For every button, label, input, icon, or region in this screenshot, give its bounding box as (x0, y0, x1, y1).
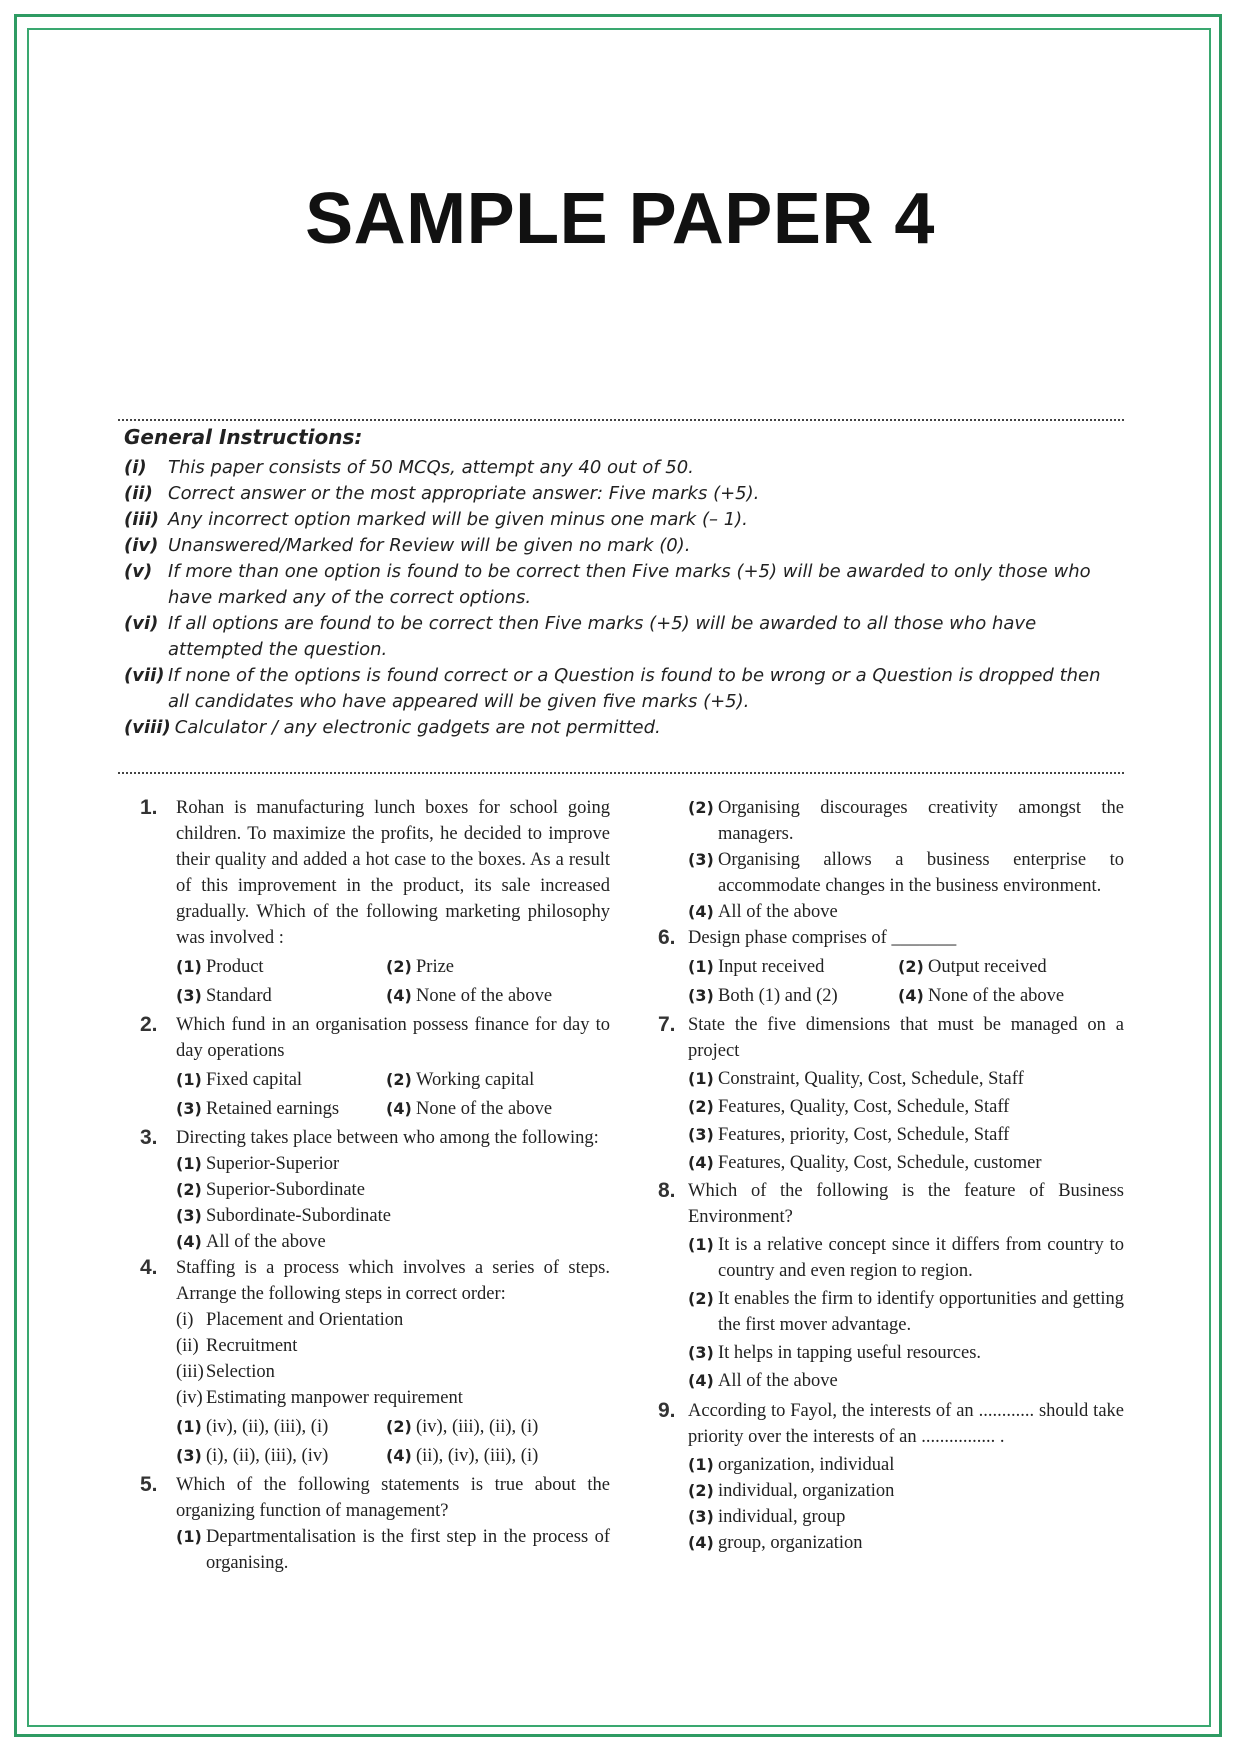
option-text: 9. (658, 1399, 676, 1422)
option-number: (3) (176, 1206, 202, 1225)
option-text: group, organization (718, 1533, 863, 1553)
option (176, 1177, 610, 1203)
option-text: Features, Quality, Cost, Schedule, customer (718, 1153, 1042, 1173)
option-number: (2) (386, 957, 412, 976)
option-number: (3) (176, 986, 202, 1005)
option-number: (3) (176, 1446, 202, 1465)
option-text: It is a relative concept since it differs from country to country and even region to region. (718, 1235, 1124, 1281)
option-number: (ii) (176, 1336, 199, 1356)
option-text: None of the above (928, 986, 1065, 1006)
question-1: 1. Rohan is manufacturing lunch boxes for school going children. To maximize the profits, he decided to improve their quality and added a hot case to the boxes. As a result of this improvement in the product, its sale increased gradually. Which of the following marketing philosophy was involved : (140, 796, 610, 948)
option-text: (i), (ii), (iii), (iv) (206, 1446, 329, 1466)
option-text: (iv), (ii), (iii), (i) (206, 1417, 329, 1437)
option-text: Input received (718, 957, 825, 977)
option-number: (4) (688, 1153, 714, 1172)
option (176, 1414, 386, 1440)
option-text: None of the above (416, 1099, 553, 1119)
option (688, 1504, 1124, 1530)
instructions-heading: General Instructions: (124, 425, 363, 449)
option-text: Departmentalisation is the first step in the process of organising. (206, 1527, 610, 1573)
option-number: (2) (688, 1481, 714, 1500)
option (688, 1066, 1124, 1092)
option-number: (2) (386, 1070, 412, 1089)
option-text: Superior-Subordinate (206, 1180, 365, 1200)
option-text: Standard (206, 986, 272, 1006)
question-6-options (658, 954, 1124, 1009)
option-number: (1) (176, 1527, 202, 1546)
question-3-options (140, 1151, 610, 1255)
option (176, 1067, 386, 1093)
instruction-item: (vii) If none of the options is found correct or a Question is found to be wrong or a Question is dropped then all candidates who have appeared will be given five marks (+5). (124, 665, 1101, 712)
option-text: It enables the firm to identify opportunities and getting the first mover advantage. (718, 1289, 1124, 1335)
option (176, 1151, 610, 1177)
option-text: Staffing is a process which involves a series of steps. Arrange the following steps in correct order: (176, 1258, 610, 1304)
option-number: (1) (176, 1154, 202, 1173)
option-number: (3) (688, 1125, 714, 1144)
option-text: According to Fayol, the interests of an ............ should take priority over the interests of an ................ . (688, 1401, 1124, 1447)
question-4 (140, 1255, 610, 1307)
step-item (176, 1333, 610, 1359)
option (386, 983, 596, 1009)
option (386, 1067, 596, 1093)
option (176, 1443, 386, 1469)
question-2-options (140, 1067, 610, 1122)
option-number: (4) (386, 1099, 412, 1118)
general-instructions (124, 425, 1114, 741)
option-text: Subordinate-Subordinate (206, 1206, 391, 1226)
instruction-item: (iv) Unanswered/Marked for Review will be given no mark (0). (124, 535, 691, 556)
option-number: (2) (386, 1417, 412, 1436)
option-text: Superior-Superior (206, 1154, 340, 1174)
instruction-item: (vi) If all options are found to be correct then Five marks (+5) will be awarded to all those who have attempted the question. (124, 613, 1037, 660)
step-item (176, 1307, 610, 1333)
question-9 (658, 1398, 1124, 1450)
option-number: (4) (688, 902, 714, 921)
option-number: (4) (386, 1446, 412, 1465)
option-text: individual, group (718, 1507, 846, 1527)
option-number: (iv) (176, 1388, 203, 1408)
option-number: (4) (386, 986, 412, 1005)
option-text: individual, organization (718, 1481, 895, 1501)
option-number: (4) (176, 1232, 202, 1251)
option-text: Working capital (416, 1070, 535, 1090)
question-5-options-part1 (140, 1524, 610, 1576)
question-6 (658, 925, 1124, 951)
question-7-options (658, 1066, 1124, 1176)
option (386, 1443, 596, 1469)
option-text: (iv), (iii), (ii), (i) (416, 1417, 539, 1437)
option-text: (ii), (iv), (iii), (i) (416, 1446, 539, 1466)
option-text: State the five dimensions that must be managed on a project (688, 1015, 1124, 1061)
question-4-steps (140, 1307, 610, 1469)
instruction-item: (iii) Any incorrect option marked will be given minus one mark (– 1). (124, 509, 748, 530)
option-text: 8. (658, 1179, 676, 1202)
option-number: (1) (176, 1417, 202, 1436)
option (688, 1150, 1124, 1176)
question-8 (658, 1178, 1124, 1230)
question-8-options (658, 1232, 1124, 1394)
option (688, 1094, 1124, 1120)
option-text: organization, individual (718, 1455, 895, 1475)
option-text: 7. (658, 1013, 676, 1036)
option (688, 983, 898, 1009)
question-2 (140, 1012, 610, 1064)
instruction-item: (v) If more than one option is found to be correct then Five marks (+5) will be awarded to only those who have marked any of the correct options. (124, 561, 1091, 608)
option-number: (3) (176, 1099, 202, 1118)
option (898, 983, 1108, 1009)
option-text: All of the above (718, 1371, 838, 1391)
option-text: Directing takes place between who among the following: (176, 1128, 599, 1148)
option (688, 1286, 1124, 1338)
option (688, 1368, 1124, 1394)
option (176, 1229, 610, 1255)
step-item (176, 1359, 610, 1385)
option-number: (1) (176, 1070, 202, 1089)
option-number: (1) (688, 1455, 714, 1474)
option-text: Constraint, Quality, Cost, Schedule, Staff (718, 1069, 1024, 1089)
option (386, 954, 596, 980)
option (176, 1524, 610, 1576)
option-text: Organising discourages creativity amongst the managers. (718, 798, 1124, 844)
option-text: Features, Quality, Cost, Schedule, Staff (718, 1097, 1010, 1117)
question-5 (140, 1472, 610, 1524)
option-text: It helps in tapping useful resources. (718, 1343, 982, 1363)
option-text: Estimating manpower requirement (206, 1388, 463, 1408)
option-text: Which of the following statements is true about the organizing function of management? (176, 1475, 610, 1521)
option (688, 1478, 1124, 1504)
option (688, 1452, 1124, 1478)
option-text: Placement and Orientation (206, 1310, 404, 1330)
option-text: Features, priority, Cost, Schedule, Staff (718, 1125, 1010, 1145)
option-text: Output received (928, 957, 1047, 977)
questions-right-column (658, 795, 1124, 1556)
option-text: Which fund in an organisation possess finance for day to day operations (176, 1015, 610, 1061)
option-number: (2) (688, 798, 714, 817)
step-item (176, 1385, 610, 1411)
instruction-item: (viii) Calculator / any electronic gadgets are not permitted. (124, 717, 661, 738)
option-number: (3) (688, 986, 714, 1005)
option-text: Organising allows a business enterprise to accommodate changes in the business environment. (718, 850, 1124, 896)
option-number: (i) (176, 1310, 194, 1330)
option-text: 5. (140, 1473, 158, 1496)
option-text: 3. (140, 1126, 158, 1149)
dotted-divider-top (118, 419, 1124, 421)
instruction-item: (i) This paper consists of 50 MCQs, attempt any 40 out of 50. (124, 457, 694, 478)
page-title: SAMPLE PAPER 4 (305, 179, 935, 259)
option (176, 954, 386, 980)
option-number: (iii) (176, 1362, 204, 1382)
option-text: Fixed capital (206, 1070, 303, 1090)
option-text: 6. (658, 926, 676, 949)
option (688, 1530, 1124, 1556)
option (176, 1096, 386, 1122)
option (688, 1340, 1124, 1366)
option-text: 2. (140, 1013, 158, 1036)
option-text: Which of the following is the feature of Business Environment? (688, 1181, 1124, 1227)
option-number: (4) (688, 1371, 714, 1390)
option-number: (2) (176, 1180, 202, 1199)
option (176, 983, 386, 1009)
option-text: Prize (416, 957, 455, 977)
option-number: (1) (688, 1069, 714, 1088)
instruction-item: (ii) Correct answer or the most appropriate answer: Five marks (+5). (124, 483, 760, 504)
option-text: 4. (140, 1256, 158, 1279)
option (688, 899, 1124, 925)
option-text: Design phase comprises of _______ (688, 928, 957, 948)
questions-left-column (140, 795, 610, 1576)
option (688, 1232, 1124, 1284)
option-number: (3) (688, 1343, 714, 1362)
question-9-options (658, 1452, 1124, 1556)
option-number: (3) (688, 1507, 714, 1526)
option-number: (2) (688, 1289, 714, 1308)
option (688, 1122, 1124, 1148)
option-text: Recruitment (206, 1336, 298, 1356)
option (688, 795, 1124, 847)
option (386, 1096, 596, 1122)
question-5-options-part2 (658, 795, 1124, 925)
option-text: Product (206, 957, 264, 977)
option-text: All of the above (206, 1232, 326, 1252)
option (688, 954, 898, 980)
option-number: (2) (898, 957, 924, 976)
option (688, 847, 1124, 899)
option-text: Selection (206, 1362, 275, 1382)
option-text: None of the above (416, 986, 553, 1006)
question-3 (140, 1125, 610, 1151)
option-number: (1) (176, 957, 202, 976)
option-text: Both (1) and (2) (718, 986, 838, 1006)
dotted-divider-bottom (118, 772, 1124, 774)
option-number: (4) (898, 986, 924, 1005)
option (176, 1203, 610, 1229)
option (898, 954, 1108, 980)
option-number: (1) (688, 1235, 714, 1254)
option (386, 1414, 596, 1440)
option-text: Retained earnings (206, 1099, 340, 1119)
option-number: (3) (688, 850, 714, 869)
question-7 (658, 1012, 1124, 1064)
option-number: (1) (688, 957, 714, 976)
question-1-options (140, 954, 610, 1009)
option-text: All of the above (718, 902, 838, 922)
option-number: (4) (688, 1533, 714, 1552)
option-number: (2) (688, 1097, 714, 1116)
